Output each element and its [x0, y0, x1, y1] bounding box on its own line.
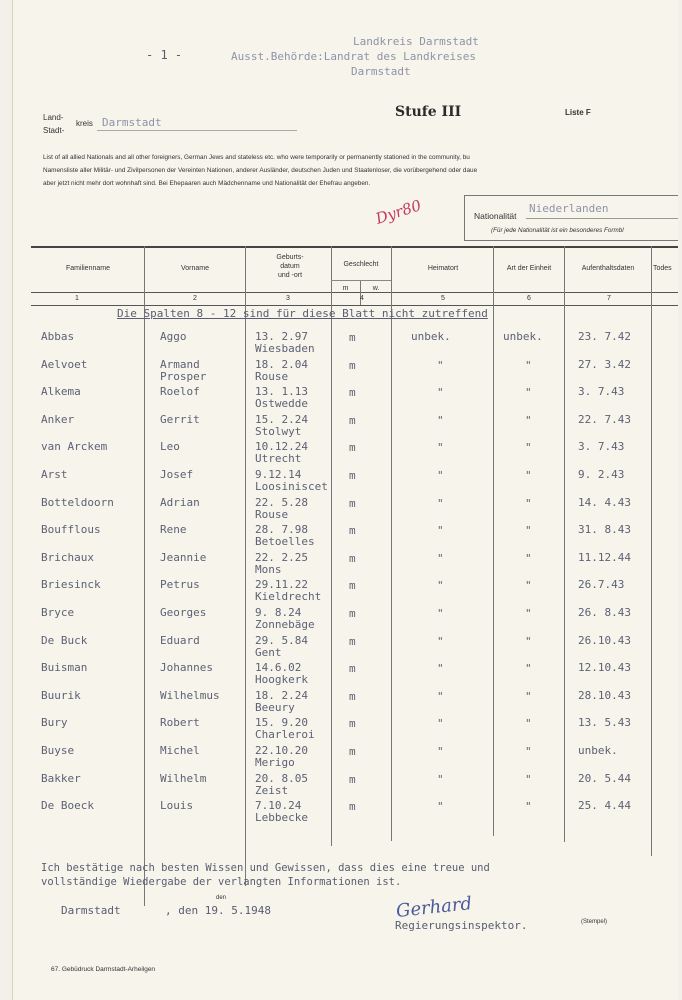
- col-vorname: Vorname: [180, 265, 210, 272]
- cell-art-der-einheit: ": [525, 772, 532, 786]
- cell-geschlecht: m: [349, 800, 356, 814]
- cell-geburtsort: Stolwyt: [255, 424, 302, 438]
- cell-geschlecht: m: [349, 386, 356, 400]
- cell-art-der-einheit: ": [525, 800, 532, 814]
- cell-geburtsdatum: 18. 2.04: [255, 357, 308, 371]
- stadt-label: Stadt-: [43, 126, 65, 135]
- cell-aufenthaltsdaten: 13. 5.43: [578, 716, 631, 730]
- cell-heimatort: ": [437, 386, 444, 400]
- cell-aufenthaltsdaten: 26.7.43: [578, 578, 625, 592]
- cell-vorname: Adrian: [160, 495, 200, 509]
- col-aufenthaltsdaten: Aufenthaltsdaten: [581, 265, 635, 272]
- cell-geburtsdatum: 13. 1.13: [255, 385, 308, 399]
- cell-familienname: Brichaux: [41, 550, 94, 564]
- cell-vorname: Eduard: [160, 633, 200, 647]
- cell-art-der-einheit: ": [525, 413, 532, 427]
- cell-geburtsort: Kieldrecht: [255, 590, 322, 604]
- cell-geburtsort: Gent: [255, 645, 282, 659]
- cell-heimatort: ": [437, 689, 444, 703]
- cell-aufenthaltsdaten: 22. 7.43: [578, 412, 631, 426]
- cell-familienname: Buurik: [41, 688, 81, 702]
- cell-aufenthaltsdaten: 20. 5.44: [578, 771, 631, 785]
- cell-geburtsort: Beeury: [255, 700, 295, 714]
- date: , den 19. 5.1948: [165, 904, 271, 917]
- cell-heimatort: ": [437, 662, 444, 676]
- cell-aufenthaltsdaten: 9. 2.43: [578, 468, 625, 481]
- cell-heimatort: ": [437, 551, 444, 565]
- cell-familienname: De Boeck: [41, 799, 94, 813]
- stempel-label: (Stempel): [581, 919, 608, 925]
- cell-geschlecht: m: [349, 579, 356, 593]
- cell-vorname: Rene: [160, 523, 187, 537]
- cell-geburtsort: Mons: [255, 562, 282, 576]
- cell-familienname: Arst: [41, 468, 68, 481]
- cell-vorname-2: Prosper: [160, 369, 207, 383]
- cell-art-der-einheit: ": [525, 745, 532, 758]
- cell-geschlecht: m: [349, 413, 356, 427]
- cell-vorname: Gerrit: [160, 412, 200, 426]
- cell-heimatort: ": [437, 800, 444, 814]
- description-line-3: aber jetzt nicht mehr dort wohnhaft sind. Bei Ehepaaren auch Mädchenname und Nationalität der Ehefrau angeben.: [43, 180, 371, 187]
- cell-geschlecht: m: [349, 524, 356, 538]
- cell-art-der-einheit: ": [525, 551, 532, 565]
- col-todesdatum: Todes: [653, 265, 672, 272]
- cell-heimatort: ": [437, 441, 444, 455]
- cell-heimatort: ": [437, 496, 444, 510]
- cell-heimatort: ": [437, 607, 444, 620]
- cell-familienname: Alkema: [41, 385, 81, 399]
- cell-geschlecht: m: [349, 689, 356, 703]
- cell-geburtsort: Rouse: [255, 507, 289, 521]
- cell-familienname: van Arckem: [41, 440, 108, 454]
- cell-art-der-einheit: ": [525, 496, 532, 510]
- cell-aufenthaltsdaten: unbek.: [578, 744, 618, 757]
- cell-heimatort: ": [437, 772, 444, 786]
- cell-vorname: Robert: [160, 716, 200, 730]
- cell-aufenthaltsdaten: 23. 7.42: [578, 330, 631, 343]
- cell-aufenthaltsdaten: 26. 8.43: [578, 606, 631, 619]
- description-line-1: List of all allied Nationals and all other foreigners, German Jews and stateless etc. who were temporarily or permanently stationed in the community, bu: [43, 154, 470, 161]
- page-number: - 1 -: [146, 48, 183, 62]
- cell-geschlecht: m: [349, 717, 356, 731]
- cell-art-der-einheit: ": [525, 607, 532, 620]
- cell-heimatort: ": [437, 358, 444, 372]
- cell-familienname: Boufflous: [41, 523, 101, 537]
- den-label: den: [216, 895, 227, 901]
- cell-geschlecht: m: [349, 634, 356, 648]
- authority-line: Ausst.Behörde:Landrat des Landkreises: [231, 50, 477, 63]
- cell-vorname: Armand: [160, 357, 200, 371]
- cell-vorname: Wilhelm: [160, 771, 207, 785]
- cell-geburtsdatum: 22.10.20: [255, 744, 308, 757]
- cell-geburtsort: Lebbecke: [255, 811, 308, 825]
- cell-geburtsdatum: 29.11.22: [255, 578, 308, 592]
- cell-aufenthaltsdaten: 12.10.43: [578, 661, 631, 675]
- cell-art-der-einheit: ": [525, 386, 532, 400]
- cell-geburtsdatum: 15. 2.24: [255, 412, 308, 426]
- kreis-value: Darmstadt: [102, 116, 162, 129]
- district-name: Landkreis Darmstadt: [353, 35, 479, 48]
- cell-geburtsdatum: 10.12.24: [255, 440, 308, 454]
- cell-geburtsort: Loosiniscet: [255, 480, 328, 493]
- certification-line-2: vollständige Wiedergabe der verlangten Informationen ist.: [41, 876, 402, 888]
- cell-geburtsdatum: 18. 2.24: [255, 688, 308, 702]
- cell-aufenthaltsdaten: 27. 3.42: [578, 357, 631, 371]
- cell-geschlecht: m: [349, 331, 356, 344]
- cell-familienname: Anker: [41, 412, 75, 426]
- authority-city: Darmstadt: [351, 65, 411, 78]
- cell-geburtsdatum: 22. 2.25: [255, 550, 308, 564]
- cell-geburtsdatum: 9. 8.24: [255, 606, 302, 619]
- cell-geburtsort: Wiesbaden: [255, 342, 315, 355]
- cell-heimatort: ": [437, 413, 444, 427]
- cell-art-der-einheit: ": [525, 441, 532, 455]
- cell-geburtsdatum: 7.10.24: [255, 799, 302, 813]
- cell-vorname: Johannes: [160, 661, 213, 675]
- cell-art-der-einheit: unbek.: [503, 330, 543, 343]
- cell-geschlecht: m: [349, 441, 356, 455]
- cell-geschlecht: m: [349, 772, 356, 786]
- cell-heimatort: ": [437, 745, 444, 758]
- col-geschlecht: Geschlecht: [343, 261, 379, 268]
- cell-aufenthaltsdaten: 11.12.44: [578, 550, 631, 564]
- cell-familienname: Buyse: [41, 744, 75, 757]
- cell-aufenthaltsdaten: 31. 8.43: [578, 523, 631, 537]
- cell-familienname: Bryce: [41, 606, 75, 619]
- cell-aufenthaltsdaten: 25. 4.44: [578, 799, 631, 813]
- cell-geburtsdatum: 22. 5.28: [255, 495, 308, 509]
- cell-vorname: Josef: [160, 468, 194, 481]
- cell-art-der-einheit: ": [525, 689, 532, 703]
- cell-geburtsdatum: 15. 9.20: [255, 716, 308, 730]
- signature: Gerhard: [395, 893, 473, 922]
- cell-vorname: Leo: [160, 440, 180, 454]
- cell-geburtsort: Charleroi: [255, 728, 315, 742]
- cell-geschlecht: m: [349, 607, 356, 620]
- cell-geburtsdatum: 29. 5.84: [255, 633, 308, 647]
- description-line-2: Namensliste aller Militär- und Zivilpersonen der Vereinten Nationen, anderer Ausländer, deutschen Juden und Staatenloser, die vorübergehend oder daue: [43, 167, 478, 174]
- cell-familienname: Briesinck: [41, 578, 101, 592]
- cell-geschlecht: m: [349, 496, 356, 510]
- place: Darmstadt: [61, 904, 121, 917]
- cell-art-der-einheit: ": [525, 662, 532, 676]
- cell-geburtsort: Utrecht: [255, 452, 302, 466]
- cell-geburtsdatum: 28. 7.98: [255, 523, 308, 537]
- kreis-label: kreis: [76, 119, 93, 128]
- cell-art-der-einheit: ": [525, 579, 532, 593]
- cell-vorname: Jeannie: [160, 550, 207, 564]
- cell-aufenthaltsdaten: 26.10.43: [578, 633, 631, 647]
- cell-vorname: Louis: [160, 799, 194, 813]
- cell-geburtsort: Zonnebäge: [255, 618, 315, 631]
- cell-familienname: Bury: [41, 716, 68, 730]
- cell-geburtsdatum: 14.6.02: [255, 661, 302, 675]
- cell-geschlecht: m: [349, 745, 356, 758]
- signatory-title: Regierungsinspektor.: [395, 919, 528, 932]
- cell-familienname: De Buck: [41, 633, 88, 647]
- cell-vorname: Georges: [160, 606, 207, 619]
- cell-geburtsort: Ostwedde: [255, 397, 308, 411]
- cell-geschlecht: m: [349, 551, 356, 565]
- cell-geburtsort: Hoogkerk: [255, 673, 308, 687]
- table-note: Die Spalten 8 - 12 sind für diese Blatt nicht zutreffend: [117, 307, 488, 320]
- cell-art-der-einheit: ": [525, 634, 532, 648]
- land-label: Land-: [43, 113, 64, 122]
- cell-heimatort: ": [437, 469, 444, 482]
- cell-heimatort: ": [437, 717, 444, 731]
- cell-familienname: Aelvoet: [41, 357, 88, 371]
- cell-geburtsort: Rouse: [255, 369, 289, 383]
- cell-geschlecht: m: [349, 469, 356, 482]
- cell-geschlecht: m: [349, 358, 356, 372]
- certification-line-1: Ich bestätige nach besten Wissen und Gewissen, dass dies eine treue und: [41, 862, 490, 874]
- cell-familienname: Buisman: [41, 661, 88, 675]
- col-geschlecht-w: w.: [372, 285, 380, 292]
- cell-aufenthaltsdaten: 3. 7.43: [578, 440, 625, 454]
- col-geburtsdatum: Geburts- datum und -ort: [276, 254, 304, 279]
- cell-geburtsdatum: 9.12.14: [255, 468, 302, 481]
- cell-geburtsdatum: 20. 8.05: [255, 771, 308, 785]
- cell-vorname: Wilhelmus: [160, 688, 220, 702]
- cell-geburtsort: Merigo: [255, 756, 295, 769]
- cell-vorname: Michel: [160, 744, 200, 757]
- cell-heimatort: ": [437, 634, 444, 648]
- cell-vorname: Petrus: [160, 578, 200, 592]
- liste-label: Liste F: [565, 108, 591, 117]
- cell-geburtsort: Zeist: [255, 783, 289, 797]
- cell-art-der-einheit: ": [525, 469, 532, 482]
- cell-art-der-einheit: ": [525, 717, 532, 731]
- cell-vorname: Aggo: [160, 330, 187, 343]
- stufe-title: Stufe III: [395, 104, 462, 120]
- cell-familienname: Bakker: [41, 771, 81, 785]
- col-art-der-einheit: Art der Einheit: [506, 265, 552, 272]
- cell-aufenthaltsdaten: 14. 4.43: [578, 495, 631, 509]
- cell-aufenthaltsdaten: 3. 7.43: [578, 385, 625, 399]
- nationality-label: Nationalität: [474, 211, 517, 221]
- cell-geburtsort: Betoelles: [255, 535, 315, 549]
- cell-familienname: Abbas: [41, 330, 75, 343]
- col-heimatort: Heimatort: [427, 265, 459, 272]
- cell-familienname: Botteldoorn: [41, 495, 114, 509]
- cell-art-der-einheit: ": [525, 524, 532, 538]
- red-initials-stamp: Dyr80: [373, 196, 424, 228]
- printer-imprint: 67. Gebüdruck Darmstadt-Arheilgen: [51, 966, 156, 973]
- cell-geschlecht: m: [349, 662, 356, 676]
- col-familienname: Familienname: [66, 265, 110, 272]
- cell-heimatort: unbek.: [411, 330, 451, 343]
- cell-aufenthaltsdaten: 28.10.43: [578, 688, 631, 702]
- cell-heimatort: ": [437, 579, 444, 593]
- nationality-note: (Für jede Nationalität ist ein besonderes Formbl: [491, 227, 624, 234]
- cell-vorname: Roelof: [160, 385, 200, 399]
- cell-art-der-einheit: ": [525, 358, 532, 372]
- col-geschlecht-m: m: [342, 285, 349, 292]
- document-page: - 1 - Landkreis Darmstadt Ausst.Behörde:Landrat des Landkreises Darmstadt Land- Stadt- kreis Darmstadt Stufe III Liste F List of all allied Nationals and all other foreigners, German Jews and stateless etc. who were temporarily or permanently stationed in the community, bu Namensliste aller Militär- und Zivilpersonen der Vereinten Nationen, anderer Ausländer, deutschen Juden und Staatenloser, die vorübergehend oder daue aber jetzt nicht mehr dort wohnhaft sind. Bei Ehepaaren auch Mädchenname und Nationalität der Ehefrau angeben. Dyr80 Nationalität Niederlanden (Für jede Nationalität ist ein besonderes Formbl Familienname Vorname Geburts- datum und -ort Geschlecht m w. Heimatort Art der Einheit Aufenthaltsdaten Todes 1 2 3 4 5 6 7 Die Spalten 8 - 12 sind für diese Blatt nicht zutreffend Abbas Aggo 13. 2.97 Wiesbaden m unbek. unbek. 23. 7.42 Aelvoet Armand Prosper 18. 2.04 Rouse m " " 27. 3.42 Alkema Roelof 13. 1.13 Ostwedde m " " 3. 7.43 Anker Gerrit 15. 2.24 Stolwyt m " " 22. 7.43 van Arckem Leo 10.12.24 Utrecht m " " 3. 7.43 Arst Josef 9.12.14 Loosiniscet m " " 9. 2.43 Botteldoorn Adrian 22. 5.28 Rouse m " " 14. 4.43 Boufflous Rene 28. 7.98 Betoelles m " " 31. 8.43 Brichaux Jeannie 22. 2.25 Mons m " " 11.12.44 Briesinck Petrus 29.11.22 Kieldrecht m " " 26.7.43 Bryce Georges 9. 8.24 Zonnebäge m " " 26. 8.43 De Buck Eduard 29. 5.84 Gent m " " 26.10.43 Buisman Johannes 14.6.02 Hoogkerk m " " 12.10.43 Buurik Wilhelmus 18. 2.24 Beeury m " " 28.10.43 Bury Robert 15. 9.20 Charleroi m " " 13. 5.43 Buyse Michel 22.10.20 Merigo m " " unbek. Bakker Wilhelm 20. 8.05 Zeist m " " 20. 5.44 De Boeck Louis 7.10.24 Lebbecke m " " 25. 4.44 Ich bestätige nach besten Wissen und Gewissen, dass dies eine treue und vollständige Wiedergabe der verlangten Informationen ist. Darmstadt , den 19. 5.1948 den Gerhard Regierungsinspektor. (Stempel) 67. Gebüdruck Darmstadt-Arheilgen: [12, 0, 678, 1000]
- nationality-value: Niederlanden: [529, 202, 609, 215]
- cell-heimatort: ": [437, 524, 444, 538]
- cell-geburtsdatum: 13. 2.97: [255, 330, 308, 343]
